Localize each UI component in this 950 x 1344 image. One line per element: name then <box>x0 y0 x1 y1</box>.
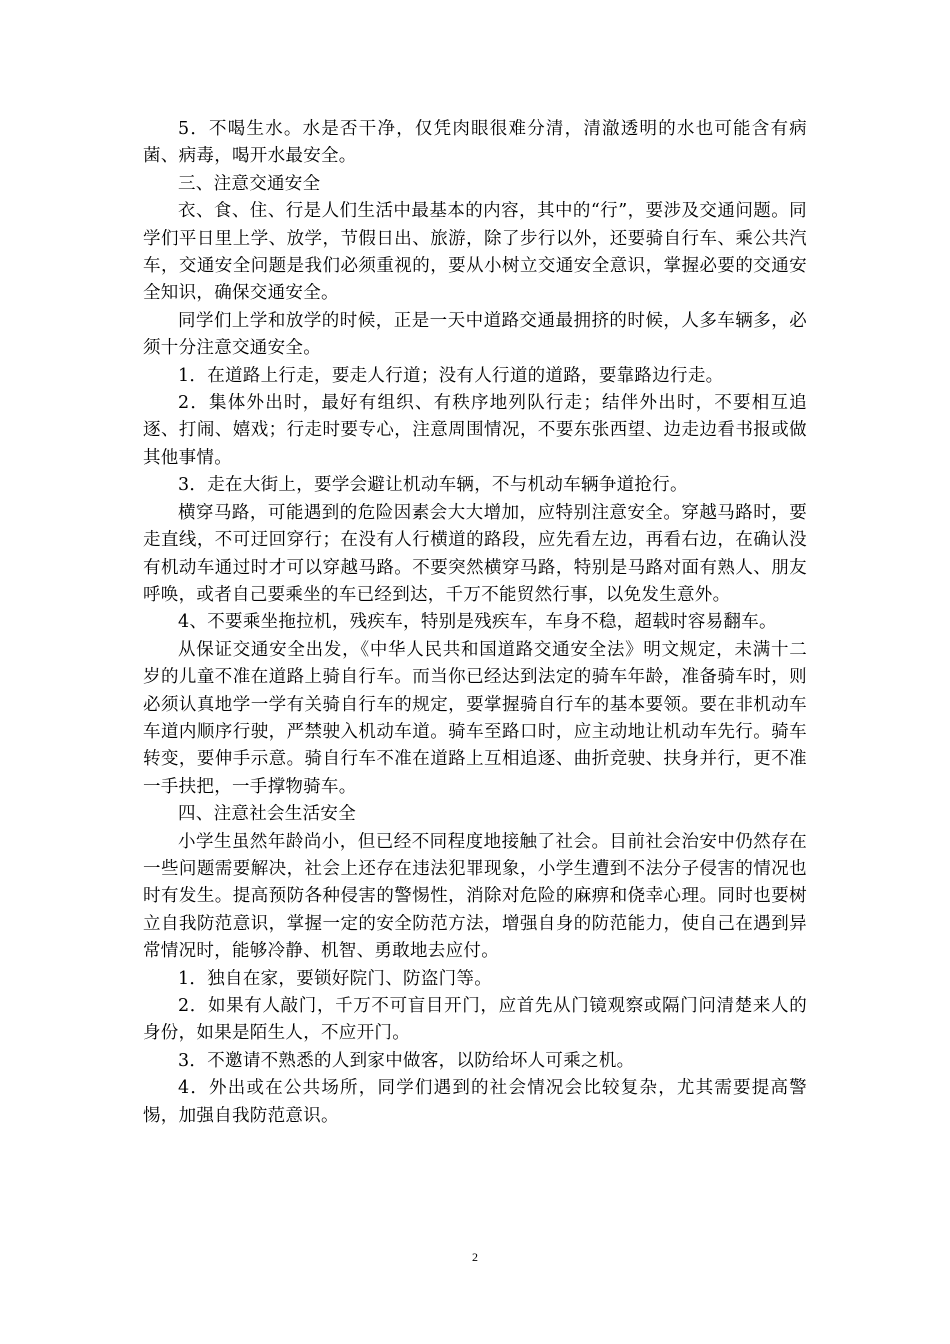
paragraph-bicycle-law: 从保证交通安全出发，《中华人民共和国道路交通安全法》明文规定，未满十二岁的儿童不准在道路上骑自行车。而当你已经达到法定的骑车年龄，准备骑车时，则必须认真地学一学有关骑自行车的规定，要掌握骑自行车的基本要领。要在非机动车车道内顺序行驶，严禁驶入机动车道。骑车至路口时，应主动地让机动车先行。骑车转变，要伸手示意。骑自行车不准在道路上互相追逐、曲折竞驶、扶身并行，更不准一手扶把，一手撑物骑车。 <box>143 639 807 797</box>
paragraph-item-2-group-outing: 2．集体外出时，最好有组织、有秩序地列队行走；结伴外出时，不要相互追逐、打闹、嬉戏；行走时要专心，注意周围情况，不要东张西望、边走边看书报或做其他事情。 <box>143 393 807 468</box>
paragraph-item-3-no-strangers: 3．不邀请不熟悉的人到家中做客，以防给坏人可乘之机。 <box>178 1050 635 1071</box>
paragraph-item-3-yield-vehicles: 3．走在大街上，要学会避让机动车辆，不与机动车辆争道抢行。 <box>178 475 688 496</box>
paragraph-item-1-alone-home: 1．独自在家，要锁好院门、防盗门等。 <box>178 968 493 989</box>
paragraph-crossing-road: 横穿马路，可能遇到的危险因素会大大增加，应特别注意安全。穿越马路时，要走直线，不可迂回穿行；在没有人行横道的路段，应先看左边，再看右边，在确认没有机动车通过时才可以穿越马路。不要突然横穿马路，特别是马路对面有熟人、朋友呼唤，或者自己要乘坐的车已经到达，千万不能贸然行事，以免发生意外。 <box>143 502 807 605</box>
paragraph-traffic-intro: 衣、食、住、行是人们生活中最基本的内容，其中的“行”，要涉及交通问题。同学们平日里上学、放学，节假日出、旅游，除了步行以外，还要骑自行车、乘公共汽车，交通安全问题是我们必须重视的，要从小树立交通安全意识，掌握必要的交通安全知识，确保交通安全。 <box>143 201 807 304</box>
paragraph-school-commute: 同学们上学和放学的时候，正是一天中道路交通最拥挤的时候，人多车辆多，必须十分注意交通安全。 <box>143 310 807 359</box>
paragraph-item-4-public-places: 4．外出或在公共场所，同学们遇到的社会情况会比较复杂，尤其需要提高警惕，加强自我防范意识。 <box>143 1078 807 1126</box>
paragraph-item-5-drink-water: 5．不喝生水。水是否干净，仅凭肉眼很难分清，清澈透明的水也可能含有病菌、病毒，喝开水最安全。 <box>143 119 807 167</box>
page-number: 2 <box>472 1250 478 1264</box>
paragraph-item-2-door-knock: 2．如果有人敲门，千万不可盲目开门，应首先从门镜观察或隔门问清楚来人的身份，如果是陌生人，不应开门。 <box>143 996 807 1044</box>
paragraph-item-1-sidewalk: 1．在道路上行走，要走人行道；没有人行道的道路，要靠路边行走。 <box>178 365 724 386</box>
paragraph-item-4-tractor: 4、不要乘坐拖拉机，残疾车，特别是残疾车，车身不稳，超载时容易翻车。 <box>178 612 777 633</box>
paragraph-social-intro: 小学生虽然年龄尚小，但已经不同程度地接触了社会。目前社会治安中仍然存在一些问题需要解决，社会上还存在违法犯罪现象，小学生遭到不法分子侵害的情况也时有发生。提高预防各种侵害的警惕性，消除对危险的麻痹和侥幸心理。同时也要树立自我防范意识，掌握一定的安全防范方法，增强自身的防范能力，使自己在遇到异常情况时，能够冷静、机智、勇敢地去应付。 <box>143 831 807 962</box>
section-heading-traffic-safety: 三、注意交通安全 <box>178 173 321 194</box>
section-heading-social-safety: 四、注意社会生活安全 <box>178 804 356 825</box>
document-body <box>143 116 807 1130</box>
